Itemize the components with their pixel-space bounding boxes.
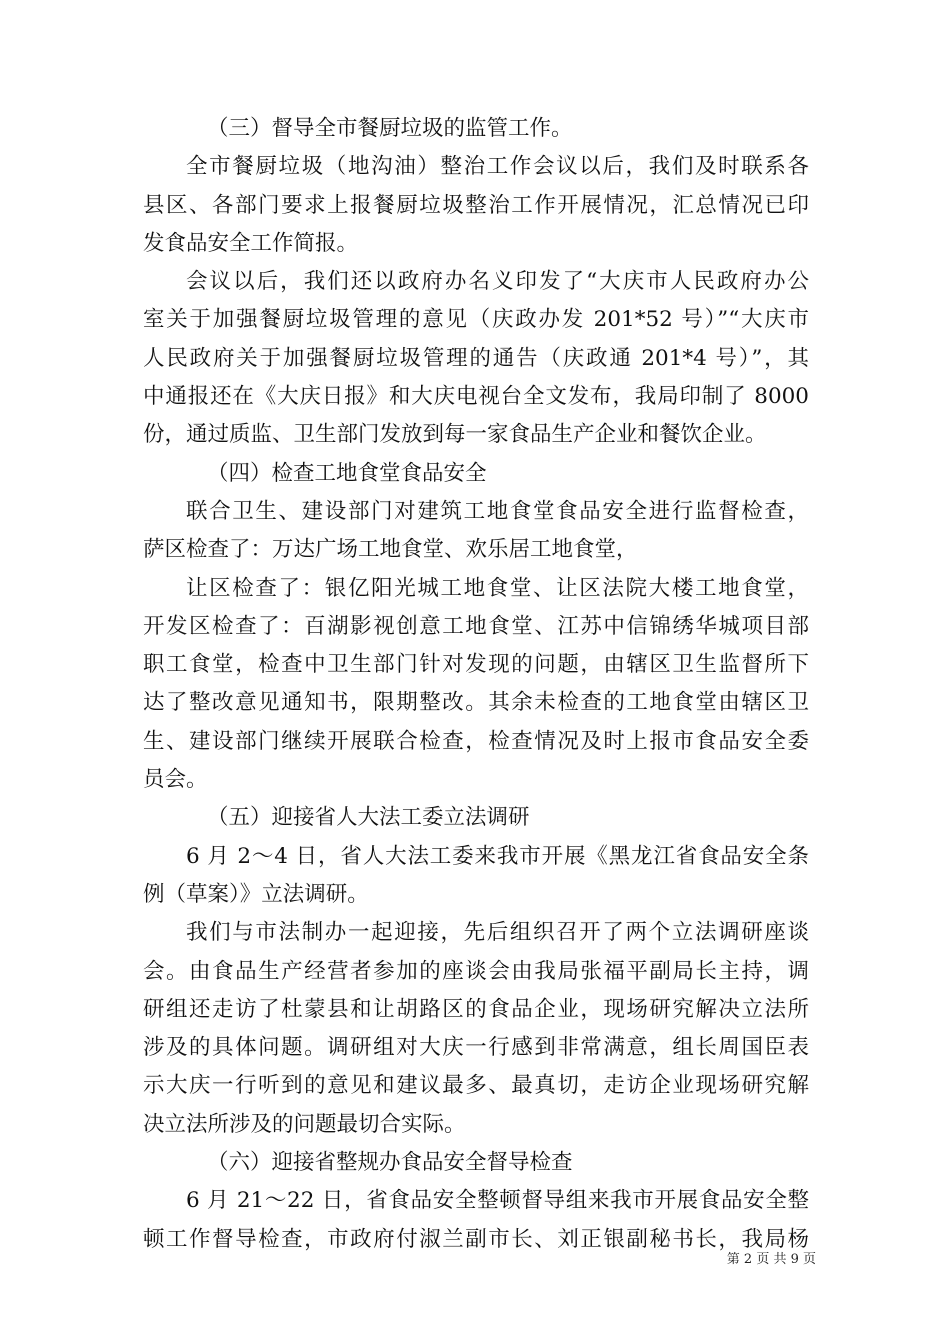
paragraph-line: 我们与市法制办一起迎接，先后组织召开了两个立法调研座谈: [186, 920, 809, 946]
paragraph-line: 份，通过质监、卫生部门发放到每一家食品生产企业和餐饮企业。: [143, 422, 767, 448]
paragraph-line: 例（草案）》立法调研。: [143, 881, 369, 907]
paragraph-line: 让区检查了：银亿阳光城工地食堂、让区法院大楼工地食堂，: [186, 575, 809, 601]
paragraph-line: 萨区检查了：万达广场工地食堂、欢乐居工地食堂，: [143, 537, 638, 563]
section-heading-4: （四）检查工地食堂食品安全: [207, 460, 487, 486]
paragraph-line: 示大庆一行听到的意见和建议最多、最真切，走访企业现场研究解: [143, 1073, 809, 1099]
paragraph-line: 会。由食品生产经营者参加的座谈会由我局张福平副局长主持，调: [143, 958, 809, 984]
paragraph-line: 员会。: [143, 767, 208, 793]
paragraph-line: 职工食堂，检查中卫生部门针对发现的问题，由辖区卫生监督所下: [143, 652, 809, 678]
paragraph-line: 6 月 2～4 日，省人大法工委来我市开展《黑龙江省食品安全条: [186, 843, 809, 869]
paragraph-line: 中通报还在《大庆日报》和大庆电视台全文发布，我局印制了 8000: [143, 384, 809, 410]
paragraph-line: 6 月 21～22 日，省食品安全整顿督导组来我市开展食品安全整: [186, 1188, 809, 1214]
document-body: [143, 110, 809, 1259]
section-heading-6: （六）迎接省整规办食品安全督导检查: [207, 1150, 573, 1176]
section-heading-3: （三）督导全市餐厨垃圾的监管工作。: [207, 116, 573, 141]
paragraph-line: 县区、各部门要求上报餐厨垃圾整治工作开展情况，汇总情况已印: [143, 192, 809, 218]
paragraph-line: 发食品安全工作简报。: [143, 230, 359, 256]
paragraph-line: 决立法所涉及的问题最切合实际。: [143, 1111, 466, 1137]
paragraph-line: 达了整改意见通知书，限期整改。其余未检查的工地食堂由辖区卫: [143, 690, 809, 716]
paragraph-line: 会议以后，我们还以政府办名义印发了“大庆市人民政府办公: [186, 269, 809, 295]
paragraph-line: 室关于加强餐厨垃圾管理的意见（庆政办发 201*52 号）”“大庆市: [143, 307, 809, 333]
section-heading-5: （五）迎接省人大法工委立法调研: [207, 805, 530, 831]
paragraph-line: 生、建设部门继续开展联合检查，检查情况及时上报市食品安全委: [143, 728, 809, 754]
page-number-footer: 第 2 页 共 9 页: [726, 1252, 816, 1267]
paragraph-line: 联合卫生、建设部门对建筑工地食堂食品安全进行监督检查，: [186, 498, 809, 524]
paragraph-line: 研组还走访了杜蒙县和让胡路区的食品企业，现场研究解决立法所: [143, 996, 809, 1022]
paragraph-line: 顿工作督导检查，市政府付淑兰副市长、刘正银副秘书长，我局杨: [143, 1226, 809, 1252]
paragraph-line: 涉及的具体问题。调研组对大庆一行感到非常满意，组长周国臣表: [143, 1035, 809, 1061]
paragraph-line: 人民政府关于加强餐厨垃圾管理的通告（庆政通 201*4 号）”，其: [143, 345, 809, 371]
paragraph-line: 开发区检查了：百湖影视创意工地食堂、江苏中信锦绣华城项目部: [143, 613, 809, 639]
paragraph-line: 全市餐厨垃圾（地沟油）整治工作会议以后，我们及时联系各: [186, 154, 809, 180]
